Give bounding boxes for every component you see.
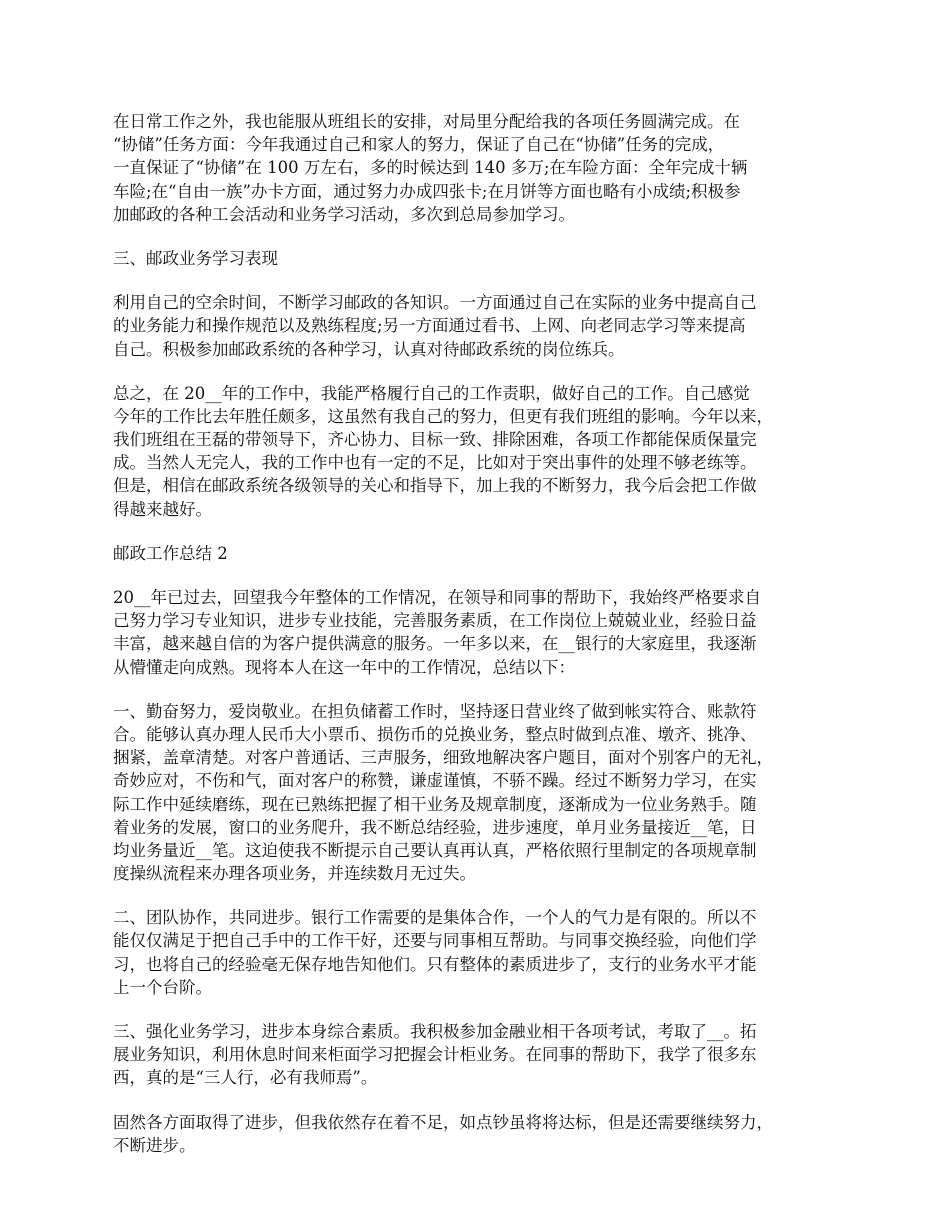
text-line: 利用自己的空余时间，不断学习邮政的各知识。一方面通过自己在实际的业务中提高自己 <box>113 293 757 313</box>
paragraph-study <box>113 291 837 361</box>
text-line: 三、强化业务学习，进步本身综合素质。我积极参加金融业相干各项考试，考取了__。拓 <box>113 1022 757 1041</box>
text-line: 成。当然人无完人，我的工作中也有一定的不足，比如对于突出事件的处理不够老练等。 <box>113 453 757 473</box>
text-line: 度操纵流程来办理各项业务，并连续数月无过失。 <box>113 864 476 884</box>
paragraph-intro-2 <box>113 586 837 679</box>
text-line: 二、团队协作，共同进步。银行工作需要的是集体合作，一个人的气力是有限的。所以不 <box>113 908 757 928</box>
text-line: 西，真的是“三人行，必有我师焉”。 <box>113 1068 378 1088</box>
document-body <box>113 110 837 1178</box>
text-line: 固然各方面取得了进步，但我依然存在着不足，如点钞虽将将达标，但是还需要继续努力， <box>113 1112 773 1132</box>
heading-line: 三、邮政业务学习表现 <box>113 248 278 268</box>
text-line: 自己。积极参加邮政系统的各种学习，认真对待邮政系统的岗位练兵。 <box>113 339 625 359</box>
text-line: 一直保证了“协储”在 100 万左右，多的时候达到 140 多万;在车险方面：全年完成十辆 <box>113 158 748 178</box>
text-line: 但是，相信在邮政系统各级领导的关心和指导下，加上我的不断努力，我今后会把工作做 <box>113 476 757 496</box>
text-line: 20__年已过去，回望我今年整体的工作情况，在领导和同事的帮助下，我始终严格要求自 <box>113 588 761 607</box>
paragraph-learning <box>113 1020 837 1090</box>
text-line: 不断进步。 <box>113 1135 196 1155</box>
text-line: 合。能够认真办理人民币大小票币、损伤币的兑换业务，整点时做到点准、墩齐、挑净、 <box>113 724 757 744</box>
title-line: 邮政工作总结 2 <box>113 543 228 563</box>
text-line: 捆紧，盖章清楚。对客户普通话、三声服务，细致地解决客户题目，面对个别客户的无礼， <box>113 748 773 768</box>
text-line: 均业务量近__笔。这迫使我不断提示自己要认真再认真，严格依照行里制定的各项规章制 <box>113 840 757 860</box>
paragraph-work-extra <box>113 110 837 226</box>
text-line: 上一个台阶。 <box>113 977 212 997</box>
text-line: 奇妙应对，不伤和气，面对客户的称赞，谦虚谨慎，不骄不躁。经过不断努力学习，在实 <box>113 771 757 791</box>
text-line: 着业务的发展，窗口的业务爬升，我不断总结经验，进步速度，单月业务量接近__笔，日 <box>113 817 757 837</box>
text-line: 得越来越好。 <box>113 499 212 519</box>
text-line: 我们班组在王磊的带领导下，齐心协力、目标一致、排除困难，各项工作都能保质保量完 <box>113 430 757 450</box>
paragraph-summary <box>113 382 837 521</box>
text-line: 加邮政的各种工会活动和业务学习活动，多次到总局参加学习。 <box>113 204 575 224</box>
text-line: 己努力学习专业知识，进步专业技能，完善服务素质，在工作岗位上兢兢业业，经验日益 <box>113 611 757 631</box>
section-title-summary-2 <box>113 542 837 565</box>
text-line: 丰富，越来越自信的为客户提供满意的服务。一年多以来，在__银行的大家庭里，我逐渐 <box>113 634 757 654</box>
text-line: 一、勤奋努力，爱岗敬业。在担负储蓄工作时，坚持逐日营业终了做到帐实符合、账款符 <box>113 701 757 721</box>
paragraph-diligence <box>113 700 837 886</box>
text-line: “协储”任务方面：今年我通过自己和家人的努力，保证了自己在“协储”任务的完成， <box>113 135 725 155</box>
paragraph-conclusion <box>113 1111 837 1157</box>
text-line: 习，也将自己的经验毫无保存地告知他们。只有整体的素质进步了，支行的业务水平才能 <box>113 954 757 974</box>
text-line: 展业务知识，利用休息时间来柜面学习把握会计柜业务。在同事的帮助下，我学了很多东 <box>113 1045 757 1065</box>
text-line: 际工作中延续磨练，现在已熟练把握了相干业务及规章制度，逐渐成为一位业务熟手。随 <box>113 794 757 814</box>
text-line: 的业务能力和操作规范以及熟练程度;另一方面通过看书、上网、向老同志学习等来提高 <box>113 316 746 336</box>
paragraph-teamwork <box>113 906 837 999</box>
text-line: 总之，在 20__年的工作中，我能严格履行自己的工作责职，做好自己的工作。自己感觉 <box>113 383 750 403</box>
text-line: 车险;在“自由一族”办卡方面，通过努力办成四张卡;在月饼等方面也略有小成绩;积极参 <box>113 181 741 201</box>
section-heading-study <box>113 247 837 270</box>
text-line: 在日常工作之外，我也能服从班组长的安排，对局里分配给我的各项任务圆满完成。在 <box>113 112 740 131</box>
text-line: 今年的工作比去年胜任颇多，这虽然有我自己的努力，但更有我们班组的影响。今年以来， <box>113 406 773 426</box>
text-line: 从懵懂走向成熟。现将本人在这一年中的工作情况，总结以下： <box>113 657 575 677</box>
text-line: 能仅仅满足于把自己手中的工作干好，还要与同事相互帮助。与同事交换经验，向他们学 <box>113 931 757 951</box>
